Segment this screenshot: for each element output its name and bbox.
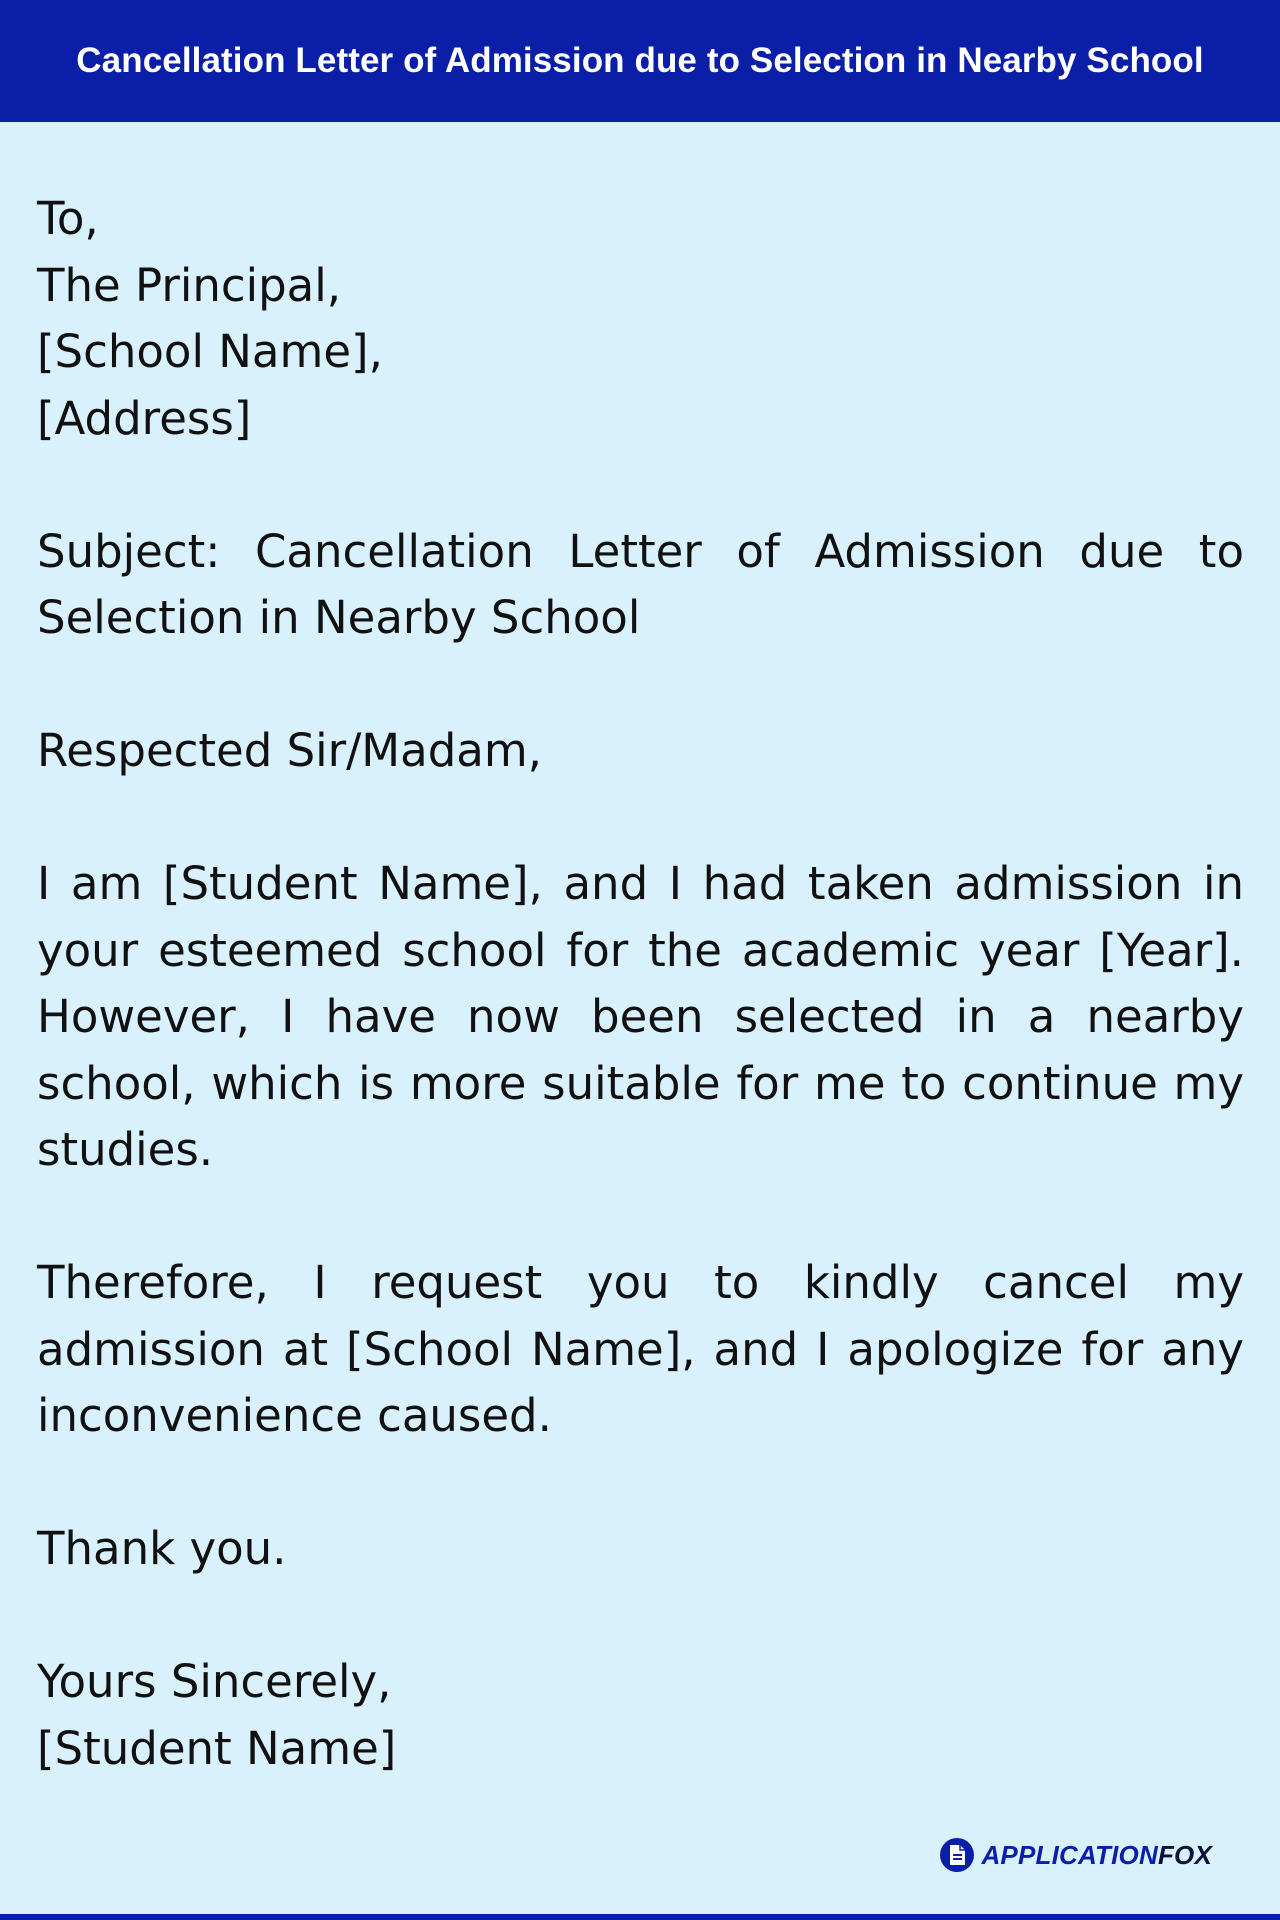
letter-paragraph-2: Therefore, I request you to kindly cancel my admission at [School Name], and I apologize for any inconvenience caused. [37,1256,1244,1442]
address-line-recipient: The Principal, [37,258,342,312]
bottom-border [0,1914,1280,1920]
recipient-address [37,186,1244,452]
brand-name [981,1840,1212,1871]
page-title: Cancellation Letter of Admission due to Selection in Nearby School [76,41,1204,80]
brand-name-part-b: FOX [1157,1839,1212,1870]
letter-thanks: Thank you. [37,1522,287,1575]
page-header [0,0,1280,122]
letter-subject: Subject: Cancellation Letter of Admission due to Selection in Nearby School [37,524,1244,644]
address-line-school: [School Name], [37,325,383,378]
letter-paragraph-1: I am [Student Name], and I had taken admission in your esteemed school for the academic year [Year]. However, I have now been selected in a nearby school, which is more suitable for me to continue my studies. [37,857,1244,1176]
letter-signature: [Student Name] [37,1721,397,1775]
letter-body [37,186,1244,1782]
letter-closing: Yours Sincerely, [37,1655,392,1708]
brand-logo [939,1837,1212,1873]
address-line-address: [Address] [37,391,252,445]
document-icon [939,1837,975,1873]
letter-salutation: Respected Sir/Madam, [37,724,542,777]
address-line-to: To, [37,192,99,245]
brand-name-part-a: APPLICATION [981,1839,1158,1870]
